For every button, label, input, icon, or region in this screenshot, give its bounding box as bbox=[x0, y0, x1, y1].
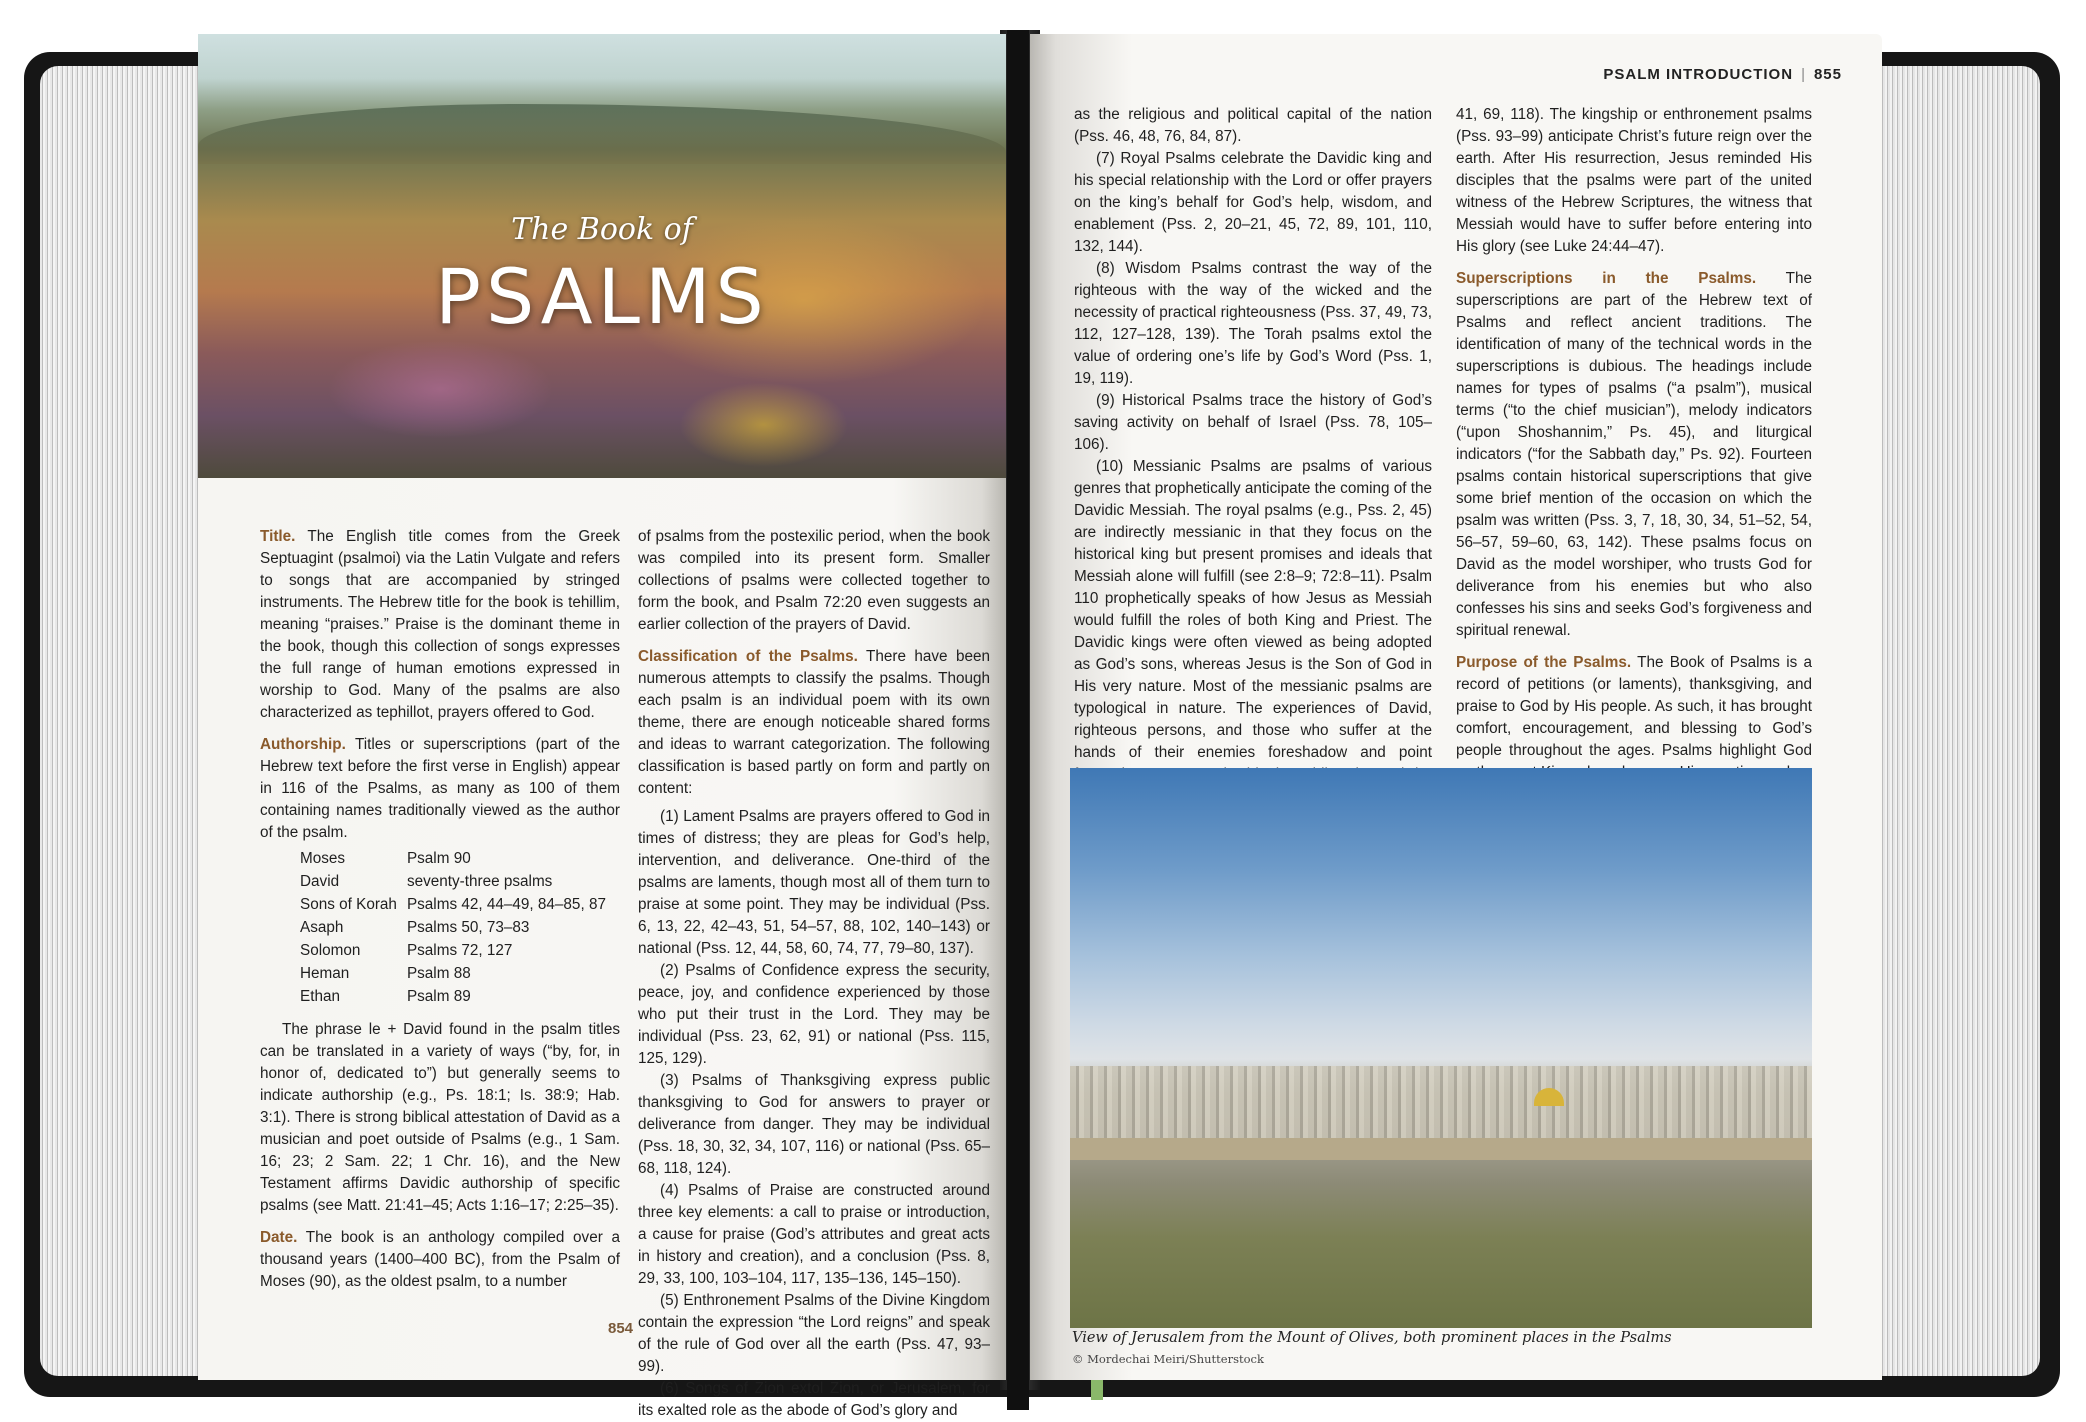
date-body: The book is an anthology compiled over a thousand years (1400–400 BC), from the Psalm of Moses (90), as the oldest psalm, to a number bbox=[260, 1229, 620, 1290]
book-subtitle: The Book of bbox=[511, 212, 693, 247]
hero-hills bbox=[198, 104, 1006, 164]
hero-photo bbox=[198, 34, 1006, 478]
authorship-body: Titles or superscriptions (part of the Hebrew text before the first verse in English) appear in 116 of the Psalms, as many as 100 of them containing names traditionally viewed as the author of the psalm. bbox=[260, 736, 620, 841]
author-psalms: Psalm 88 bbox=[406, 965, 471, 982]
author-name: Moses bbox=[300, 850, 346, 867]
purpose-heading: Purpose of the Psalms. bbox=[1456, 654, 1632, 671]
author-psalms: Psalms 72, 127 bbox=[406, 942, 513, 959]
running-head bbox=[1603, 66, 1842, 83]
zion-continuation: as the religious and political capital of the nation (Pss. 46, 48, 76, 84, 87). bbox=[1074, 106, 1432, 145]
photo-credit: © Mordechai Meiri/Shutterstock bbox=[1072, 1352, 1264, 1366]
classification-body: There have been numerous attempts to classify the psalms. Though each psalm is an individual poem with its own theme, there are enough noticeable shared forms and ideas to warrant categorization. The following classification is based partly on form and partly on content: bbox=[638, 648, 990, 797]
author-name: David bbox=[300, 873, 340, 890]
left-column-1 bbox=[260, 526, 620, 1303]
photo-caption: View of Jerusalem from the Mount of Olives, both prominent places in the Psalms bbox=[1072, 1330, 1672, 1346]
ribbon-marker-green[interactable] bbox=[1091, 1378, 1103, 1400]
purpose-body: The Book of Psalms is a record of petitions (or laments), thanksgiving, and praise to God by His people. As such, it has brought comfort, encouragement, and blessing to God’s people throughout the ages. Psalms highlight God bbox=[1456, 654, 1812, 759]
table-row bbox=[300, 963, 616, 986]
date-continuation: of psalms from the postexilic period, when the book was compiled into its present form. Smaller collections of psalms were collected together to form the book, and Psalm 72:20 even suggests an earlier collection of the prayers of David. bbox=[638, 528, 990, 633]
photo-city bbox=[1070, 1066, 1812, 1146]
purpose-section bbox=[1456, 652, 1812, 784]
confidence-psalms: (2) Psalms of Confidence express the security, peace, joy, and confidence experienced by those who put their trust in the Lord. They may be individual (Pss. 23, 62, 91) or national (Pss. 115, 125, 129). bbox=[638, 962, 990, 1067]
author-psalms: Psalms 42, 44–49, 84–85, 87 bbox=[406, 896, 606, 913]
superscriptions-section bbox=[1456, 268, 1812, 642]
classification-heading: Classification of the Psalms. bbox=[638, 648, 858, 665]
superscriptions-body: The superscriptions are part of the Hebrew text of Psalms and reflect ancient traditions. The identification of many of the technical words in the superscriptions is dubious. The headings include names for types of psalms (“a psalm”), musical terms (“to the chief musician”), melody indicators (“upon Shoshannim,” Ps. 45), and liturgical indicators (“for the Sabbath day,” Ps. 92). Fourteen psalms contain historical superscriptions that give some brief mention of the occasion on which the psalm was written (Pss. 3, 7, 18, 30, 34, 51–52, 54, 56–57, 59–60, 63, 142). These psalms focus on David as the model worshiper, who trusts God for deliverance from his enemies but who also confesses his sins and seeks God’s forgiveness and spiritual renewal. bbox=[1456, 270, 1812, 639]
right-column-1 bbox=[1074, 104, 1432, 808]
date-heading: Date. bbox=[260, 1229, 298, 1246]
wisdom-psalms: (8) Wisdom Psalms contrast the way of the righteous with the way of the wicked and the necessity of practical righteousness (Pss. 37, 49, 73, 112, 127–128, 139). The Torah psalms extol the value of ordering one’s life by God’s Word (Pss. 1, 19, 119). bbox=[1074, 260, 1432, 387]
table-row bbox=[300, 848, 616, 871]
superscriptions-heading: Superscriptions in the Psalms. bbox=[1456, 270, 1757, 287]
table-row bbox=[300, 940, 616, 963]
lament-psalms: (1) Lament Psalms are prayers offered to God in times of distress; they are pleas for God’s help, intervention, and deliverance. One-third of the psalms are laments, though most all of them turn to praise at some point. They may be individual (Pss. 6, 13, 22, 42–43, 51, 54–57, 88, 102, 140–143) or national (Pss. 12, 44, 58, 60, 74, 77, 79–80, 137). bbox=[638, 808, 990, 957]
right-page bbox=[1030, 34, 1882, 1380]
table-row bbox=[300, 871, 616, 894]
left-column-2 bbox=[638, 526, 990, 1422]
enthronement-psalms: (5) Enthronement Psalms of the Divine Kingdom contain the expression “the Lord reigns” and speak of the rule of God over all the earth (Pss. 47, 93–99). bbox=[638, 1292, 990, 1375]
classification-section bbox=[638, 646, 990, 800]
author-name: Asaph bbox=[300, 919, 344, 936]
author-name: Sons of Korah bbox=[300, 896, 397, 913]
author-psalms: seventy-three psalms bbox=[406, 873, 553, 890]
thanksgiving-psalms: (3) Psalms of Thanksgiving express public thanksgiving to God for answers to prayer or deliverance from danger. They may be individual (Pss. 18, 30, 32, 34, 107, 116) or national (Pss. 65–68, 118, 124). bbox=[638, 1072, 990, 1177]
author-name: Solomon bbox=[300, 942, 361, 959]
messianic-continuation: 41, 69, 118). The kingship or enthronement psalms (Pss. 93–99) anticipate Christ’s future reign over the earth. After His resurrection, Jesus reminded His disciples that the psalms were part of the united witness of the Hebrew Scriptures, the witness that Messiah would have to suffer before entering into His glory (see Luke 24:44–47). bbox=[1456, 106, 1812, 255]
photo-wall bbox=[1070, 1138, 1812, 1160]
page-number-left: 854 bbox=[608, 1320, 634, 1337]
title-section bbox=[260, 526, 620, 724]
royal-psalms: (7) Royal Psalms celebrate the Davidic king and his special relationship with the Lord or offer prayers on the king’s behalf for God’s help, wisdom, and enablement (Pss. 2, 20–21, 45, 72, 89, 101, 110, 132, 144). bbox=[1074, 150, 1432, 255]
left-page bbox=[198, 34, 1006, 1419]
author-name: Ethan bbox=[300, 988, 340, 1005]
author-psalms: Psalms 50, 73–83 bbox=[406, 919, 530, 936]
praise-psalms: (4) Psalms of Praise are constructed around three key elements: a call to praise or introduction, a cause for praise (God’s attributes and great acts in history and creation), and a conclusion (Pss. 8, 29, 33, 100, 103–104, 117, 135–136, 145–150). bbox=[638, 1182, 990, 1287]
page-edges-left bbox=[40, 66, 210, 1376]
page-number-right: 855 bbox=[1813, 66, 1842, 83]
book-title: PSALMS bbox=[435, 252, 769, 341]
page-edges-right bbox=[1880, 66, 2040, 1376]
title-heading: Title. bbox=[260, 528, 296, 545]
authors-table bbox=[300, 848, 616, 1009]
messianic-psalms: (10) Messianic Psalms are psalms of various genres that prophetically anticipate the coming of the Davidic Messiah. The royal psalms (e.g., Pss. 2, 45) are indirectly messianic in that they focus on the historical king but present promises and ideals that Messiah alone will fulfill (see 2:8–9; 72:8–11). Psalm 110 prophetically speaks of how Jesus as Messiah would fulfill the roles of both King and Priest. The Davidic kings were often viewed as being adopted as God’s sons, whereas Jesus is the Son of God in His very nature. Most of the messianic psalms are typological in nature. The experiences of David, righteous persons, and those who suffer at the hands of their enemies foreshadow and point bbox=[1074, 458, 1432, 761]
table-row bbox=[300, 894, 616, 917]
right-column-2 bbox=[1456, 104, 1812, 794]
table-row bbox=[300, 986, 616, 1009]
author-name: Heman bbox=[300, 965, 350, 982]
zion-songs: (6) Songs of Zion extol Zion, or Jerusalem, for its exalted role as the abode of God’s glory and bbox=[638, 1380, 990, 1419]
ribbon-marker[interactable] bbox=[1007, 30, 1029, 1410]
historical-psalms: (9) Historical Psalms trace the history of God’s saving activity on behalf of Israel (Pss. 78, 105–106). bbox=[1074, 392, 1432, 453]
title-body: The English title comes from the Greek Septuagint (psalmoi) via the Latin Vulgate and refers to songs that are accompanied by stringed instruments. The Hebrew title for the book is tehillim, meaning “praises.” Praise is the dominant theme in the book, though this collection of songs expresses the full range of human emotions expressed in worship to God. Many of the psalms are also characterized as tephillot, prayers offered to God. bbox=[260, 528, 620, 721]
date-section bbox=[260, 1227, 620, 1293]
authorship-section bbox=[260, 734, 620, 844]
table-row bbox=[300, 917, 616, 940]
author-psalms: Psalm 89 bbox=[406, 988, 471, 1005]
running-head-title: PSALM INTRODUCTION bbox=[1603, 66, 1794, 83]
phrase-paragraph: The phrase le + David found in the psalm titles can be translated in a variety of ways (“by, for, in honor of, dedicated to”) but generally seems to indicate authorship (e.g., Ps. 18:1; Is. 38:9; Hab. 3:1). There is strong biblical attestation of David as a musician and poet outside of Psalms (e.g., 1 Sam. 16; 23; 2 Sam. 22; 1 Chr. 16), and the New Testament affirms Davidic authorship of specific psalms (see Matt. 21:41–45; Acts 1:16–17; 2:25–35). bbox=[260, 1021, 620, 1214]
running-head-separator: | bbox=[1801, 66, 1806, 83]
authorship-heading: Authorship. bbox=[260, 736, 346, 753]
author-psalms: Psalm 90 bbox=[406, 850, 471, 867]
jerusalem-photo bbox=[1070, 768, 1812, 1328]
